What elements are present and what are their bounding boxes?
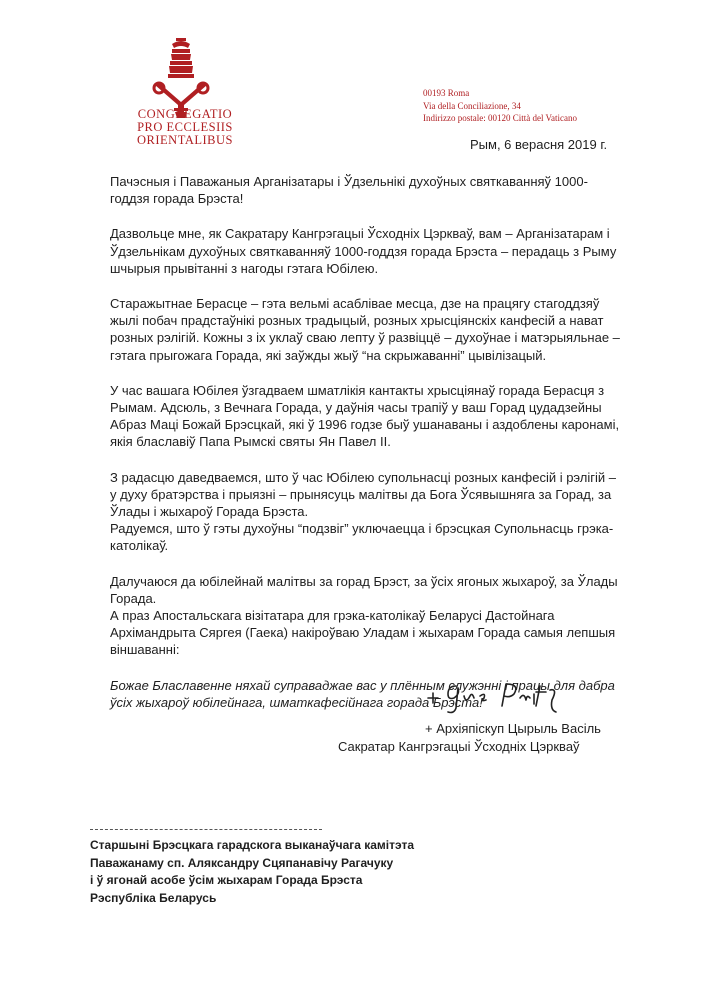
- address-line: Via della Conciliazione, 34: [423, 100, 521, 111]
- paragraph: Радуемся, што ў гэты духоўны “подзвіг” уключаецца і брэсцкая Супольнасць грэка-католікаў.: [110, 521, 614, 554]
- letter-body: [110, 173, 620, 729]
- signer-title: Сакратар Кангрэгацыі Ўсходніх Цэркваў: [338, 739, 580, 754]
- org-name: [90, 108, 280, 147]
- org-name-line1: CONGREGATIO: [137, 107, 233, 121]
- paragraph: Далучаюся да юбілейнай малітвы за горад Брэст, за ўсіх ягоных жыхароў, за Ўлады Горада.: [110, 573, 618, 606]
- org-name-line2: PRO ECCLESIIS ORIENTALIBUS: [137, 120, 233, 147]
- salutation: Пачэсныя і Паважаныя Арганізатары і Ўдзельнікі духоўных святкаванняў 1000-годдзя горада Брэста!: [110, 174, 588, 207]
- recipient-line: Паважанаму сп. Аляксандру Сцяпанавічу Рагачуку: [90, 855, 394, 870]
- paragraph: Дазвольце мне, як Сакратару Кангрэгацыі Ўсходніх Цэркваў, вам – Арганізатарам і Ўдзельнікам духоўных святкаванняў 1000-годдзя горада Брэста – перадаць з Рыму шчырыя прывітанні з нагоды гэтага Юбілею.: [110, 226, 617, 276]
- paragraph: Старажытнае Берасце – гэта вельмі асаблівае месца, дзе на працягу стагоддзяў жылі побач прадстаўнікі розных традыцый, розных хрысціянскіх канфесій а нават розных рэлігій. Кожны з іх уклаў сваю лепту ў развіццё – духоўнае і матэрыяльнае – гэтага прыгожага Горада, які заўжды жыў “на скрыжаванні” цывілізацый.: [110, 296, 620, 363]
- letter-date: Рым, 6 верасня 2019 г.: [470, 137, 608, 152]
- paragraph: А праз Апостальскага візітатара для грэка-католікаў Беларусі Дастойнага Архімандрыта Сяргея (Гаека) накіроўваю Уладам і жыхарам Горада самыя лепшыя віншаванні:: [110, 608, 616, 658]
- closing-blessing: Божае Блаславенне няхай суправаджае вас у плённым служэнні і працы для дабра ўсіх жыхароў юбілейнага, шматкафесійнага горада Брэста!: [110, 677, 615, 710]
- address-line: 00193 Roma: [423, 88, 470, 98]
- signer-name: + Архіяпіскуп Цырыль Васіль: [425, 721, 601, 736]
- handwritten-signature: [426, 680, 576, 716]
- recipient-line: Старшыні Брэсцкага гарадскога выканаўчага камітэта: [90, 838, 415, 852]
- recipient-divider: [90, 829, 322, 830]
- address-line: Indirizzo postale: 00120 Città del Vaticano: [423, 113, 578, 123]
- sender-address: [423, 87, 577, 125]
- papal-emblem-icon: [150, 38, 212, 118]
- recipient-block: [90, 837, 414, 907]
- paragraph: У час вашага Юбілея ўзгадваем шматлікія кантакты хрысціянаў горада Берасця з Рымам. Адсюль, з Вечнага Горада, у даўнія часы трапіў у ваш Горад цудадзейны Абраз Маці Божай Брэсцкай, які ў 1996 годзе быў ушанаваны і аздоблены каронамі, якія блаславіў Папа Рымскі святы Ян Павел ІІ.: [110, 382, 620, 450]
- recipient-line: Рэспубліка Беларусь: [90, 890, 217, 905]
- paragraph: З радасцю даведваемся, што ў час Юбілею супольнасці розных канфесій і рэлігій – у духу братэрства і прыязні – прынясуць малітвы да Бога Ўсявышняга за Горад, за Ўлады і жыхароў Горада Брэста.: [110, 469, 616, 520]
- recipient-line: і ў ягонай асобе ўсім жыхарам Горада Брэста: [90, 873, 363, 887]
